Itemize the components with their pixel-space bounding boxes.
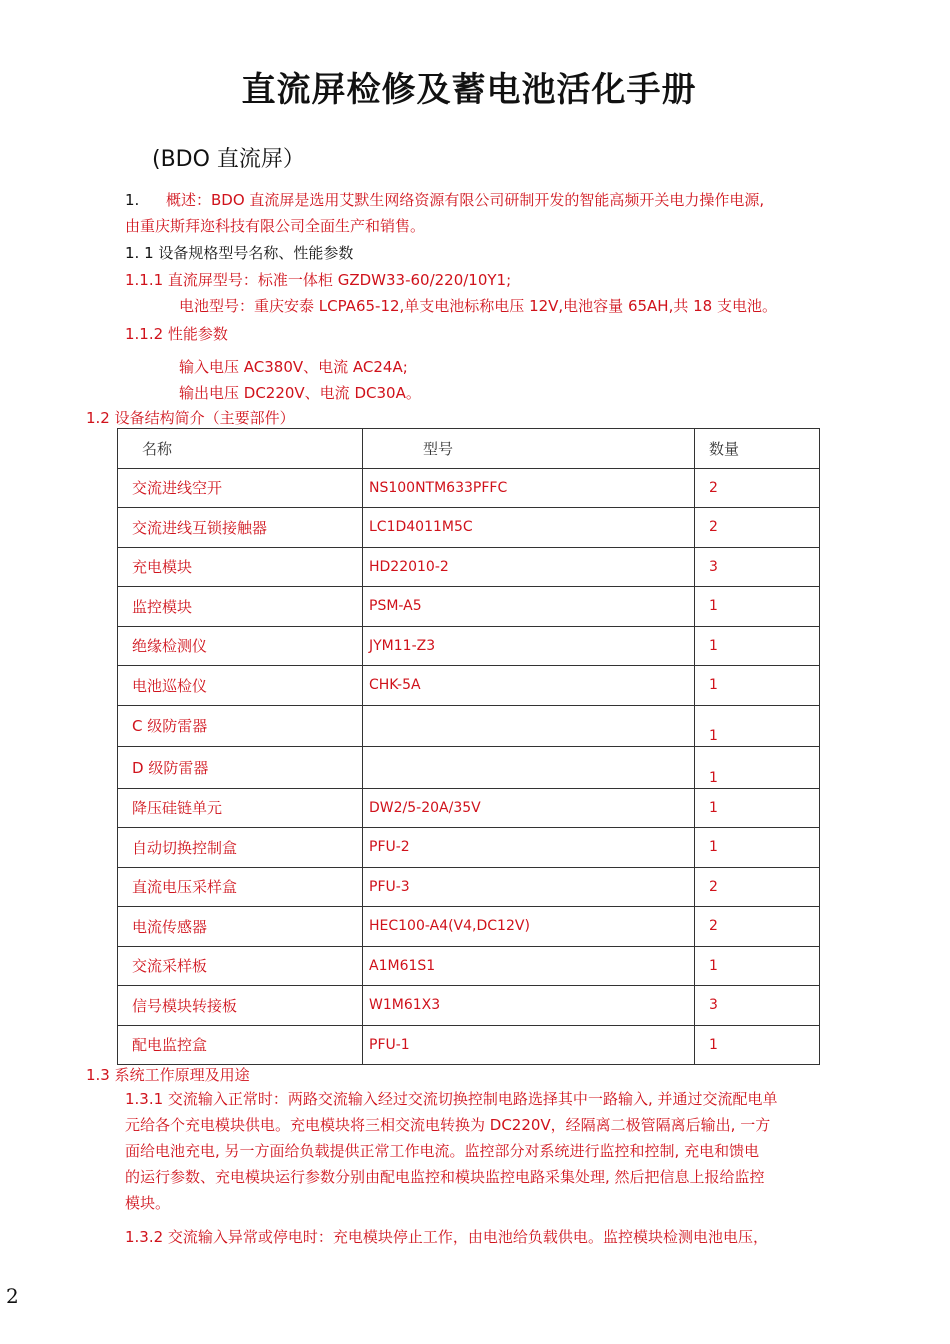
table-row [118, 907, 820, 947]
component-name-cell: 交流进线空开 [118, 468, 363, 508]
quantity-cell: 1 [695, 828, 820, 868]
component-name-cell: D 级防雷器 [118, 747, 363, 789]
table-row [118, 788, 820, 828]
table-row [118, 587, 820, 627]
section-1-3-1-line: 元给各个充电模块供电。充电模块将三相交流电转换为 DC220V，经隔离二极管隔离后输出, 一方 [125, 1116, 771, 1134]
output-spec: 输出电压 DC220V、电流 DC30A。 [179, 384, 421, 402]
model-cell [363, 747, 695, 789]
component-name-cell: 绝缘检测仪 [118, 626, 363, 666]
table-row [118, 666, 820, 706]
component-name-cell: 电流传感器 [118, 907, 363, 947]
quantity-cell: 1 [695, 587, 820, 627]
quantity-cell: 1 [695, 747, 820, 789]
quantity-cell: 2 [695, 867, 820, 907]
model-cell: JYM11-Z3 [363, 626, 695, 666]
component-name-cell: 交流进线互锁接触器 [118, 508, 363, 548]
section-1-1-2: 1.1.2 性能参数 [125, 325, 228, 343]
table-row [118, 986, 820, 1026]
document-title: 直流屏检修及蓄电池活化手册 [241, 70, 697, 110]
quantity-cell: 1 [695, 788, 820, 828]
overview-text: 概述：BDO 直流屏是选用艾默生网络资源有限公司研制开发的智能高频开关电力操作电源, [166, 191, 765, 209]
model-cell: CHK-5A [363, 666, 695, 706]
quantity-cell: 3 [695, 547, 820, 587]
model-cell: DW2/5-20A/35V [363, 788, 695, 828]
component-name-cell: 信号模块转接板 [118, 986, 363, 1026]
table-row [118, 626, 820, 666]
header-model: 型号 [363, 429, 695, 469]
table-row [118, 747, 820, 789]
overview-text-2: 由重庆斯拜迩科技有限公司全面生产和销售。 [125, 217, 426, 235]
section-1-1-heading: 1. 1 设备规格型号名称、性能参数 [125, 244, 354, 262]
model-cell: PFU-1 [363, 1025, 695, 1065]
quantity-cell: 1 [695, 626, 820, 666]
model-cell [363, 705, 695, 747]
components-table [117, 428, 820, 1065]
model-cell: PSM-A5 [363, 587, 695, 627]
model-cell: PFU-3 [363, 867, 695, 907]
table-row [118, 508, 820, 548]
model-cell: NS100NTM633PFFC [363, 468, 695, 508]
quantity-cell: 2 [695, 468, 820, 508]
section-1-2-heading: 1.2 设备结构简介（主要部件） [86, 409, 295, 427]
model-cell: LC1D4011M5C [363, 508, 695, 548]
header-name: 名称 [118, 429, 363, 469]
quantity-cell: 3 [695, 986, 820, 1026]
table-row [118, 828, 820, 868]
section-1-3-1-line: 1.3.1 交流输入正常时：两路交流输入经过交流切换控制电路选择其中一路输入, 并通过交流配电单 [125, 1090, 778, 1108]
header-quantity: 数量 [695, 429, 820, 469]
component-name-cell: 充电模块 [118, 547, 363, 587]
quantity-cell: 2 [695, 907, 820, 947]
component-name-cell: 交流采样板 [118, 946, 363, 986]
section-1-3-1-line: 模块。 [125, 1194, 171, 1212]
component-name-cell: 直流电压采样盒 [118, 867, 363, 907]
section-1-3-1-line: 面给电池充电, 另一方面给负载提供正常工作电流。监控部分对系统进行监控和控制, 充电和馈电 [125, 1142, 760, 1160]
table-header-row [118, 429, 820, 469]
section-1-1-1: 1.1.1 直流屏型号：标准一体柜 GZDW33-60/220/10Y1; [125, 271, 512, 289]
table-row [118, 705, 820, 747]
document-subtitle: (BDO 直流屏） [152, 147, 305, 172]
quantity-cell: 2 [695, 508, 820, 548]
table-row [118, 468, 820, 508]
model-cell: W1M61X3 [363, 986, 695, 1026]
component-name-cell: 降压硅链单元 [118, 788, 363, 828]
component-name-cell: 监控模块 [118, 587, 363, 627]
battery-model: 电池型号：重庆安泰 LCPA65-12,单支电池标称电压 12V,电池容量 65AH,共 18 支电池。 [179, 297, 777, 315]
table-row [118, 1025, 820, 1065]
section-1-3-1 [125, 1086, 850, 1216]
component-name-cell: 自动切换控制盒 [118, 828, 363, 868]
overview-number: 1. [125, 191, 140, 209]
model-cell: PFU-2 [363, 828, 695, 868]
quantity-cell: 1 [695, 666, 820, 706]
model-cell: HD22010-2 [363, 547, 695, 587]
quantity-cell: 1 [695, 705, 820, 747]
section-1-3-2: 1.3.2 交流输入异常或停电时：充电模块停止工作，由电池给负载供电。监控模块检测电池电压， [125, 1228, 768, 1246]
quantity-cell: 1 [695, 1025, 820, 1065]
section-1-3-heading: 1.3 系统工作原理及用途 [86, 1066, 250, 1084]
quantity-cell: 1 [695, 946, 820, 986]
component-name-cell: 电池巡检仪 [118, 666, 363, 706]
model-cell: HEC100-A4(V4,DC12V) [363, 907, 695, 947]
section-1-3-1-line: 的运行参数、充电模块运行参数分别由配电监控和模块监控电路采集处理, 然后把信息上报给监控 [125, 1168, 765, 1186]
component-name-cell: C 级防雷器 [118, 705, 363, 747]
input-spec: 输入电压 AC380V、电流 AC24A; [179, 358, 408, 376]
page-number: 2 [6, 1284, 19, 1308]
model-cell: A1M61S1 [363, 946, 695, 986]
table-row [118, 547, 820, 587]
table-row [118, 867, 820, 907]
table-row [118, 946, 820, 986]
component-name-cell: 配电监控盒 [118, 1025, 363, 1065]
